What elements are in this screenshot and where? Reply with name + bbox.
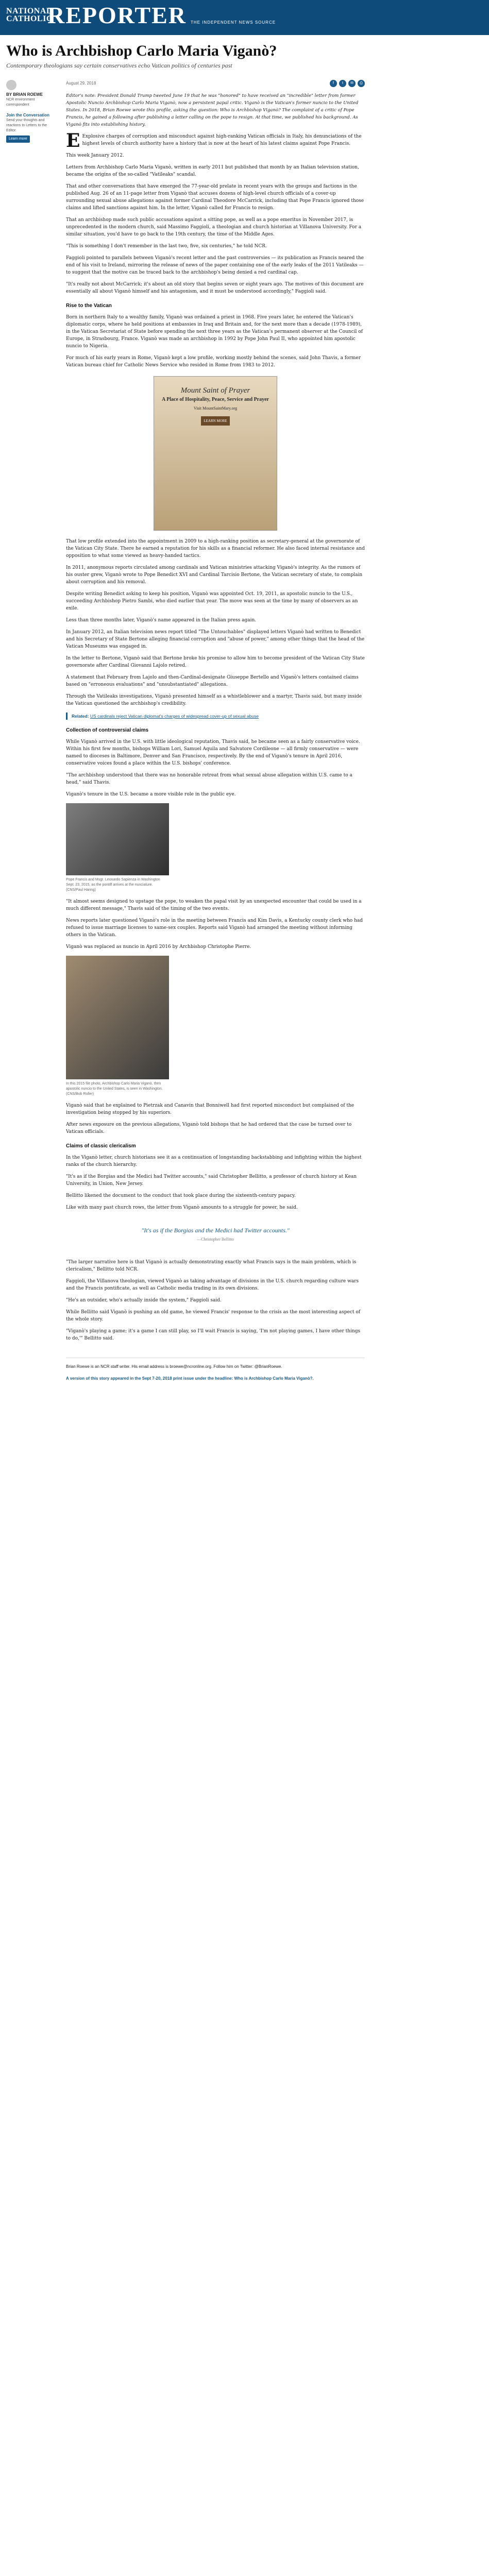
paragraph: Faggioli pointed to parallels between Viganò's recent letter and the past controversies — its publication as Francis neared the end of his visit to Ireland, mirroring the release of news of the paper containing one of the early leaks of the 2011 Vatileaks — to suggest that the motive can be traced back to the archbishop's being denied a red cardinal cap. <box>66 256 364 275</box>
paragraph: A statement that February from Lajolo and then-Cardinal-designate Giuseppe Bertello and Viganò's letters contained claims based on "erroneous evaluations" and "unsubstantiated" allegations. <box>66 675 359 687</box>
meta-row <box>66 80 365 87</box>
related-text[interactable]: US cardinals reject Vatican diplomat's charges of widespread cover-up of sexual abuse <box>90 714 259 719</box>
related-label: Related: <box>72 714 89 719</box>
ad-url: Visit MountSaintMary.org <box>193 406 238 411</box>
article-dek: Contemporary theologians say certain conservatives echo Vatican politics of centuries past <box>6 62 232 69</box>
photo <box>66 803 169 875</box>
paragraph: In the Viganò letter, church historians see it as a continuation of longstanding backstabbing and infighting within the highest ranks of the church hierarchy. <box>66 1155 362 1167</box>
paragraph: Letters from Archbishop Carlo Maria Viganò, written in early 2011 but published that month by an Italian television station, became the origins of the so-called "Vatileaks" scandal. <box>66 165 359 177</box>
author-bio: NCR environment correspondent <box>6 98 35 107</box>
article-header <box>0 35 489 74</box>
paragraph: For much of his early years in Rome, Viganò kept a low profile, working mostly behind the scenes, said John Thavis, a former Vatican bureau chief for Catholic News Service who resided in Rome from 1983 to 2012. <box>66 355 361 368</box>
paragraph: Bellitto likened the document to the conduct that took place during the sixteenth-century papacy. <box>66 1193 296 1198</box>
paragraph: Less than three months later, Viganò's name appeared in the Italian press again. <box>66 618 257 623</box>
photo-block <box>66 956 365 1097</box>
paragraph: "The larger narrative here is that Viganò is actually demonstrating exactly what Francis says is the main problem, which is clericalism," Bellitto told NCR. <box>66 1260 357 1272</box>
section-heading: Claims of classic clericalism <box>66 1143 136 1149</box>
paragraph: While Viganò arrived in the U.S. with little ideological reputation, Thavis said, he became seen as a fairly conservative voice. Within his first few months, bishops William Lori, Samuel Aquila and Salvatore Cordileone — all firmly conservative — were named to dioceses in Baltimore, Denver and San Francisco, respectively. By the end of Viganò's tenure in April 2016, conservative voices found a place within the U.S. bishops' conference. <box>66 739 360 766</box>
related-link[interactable] <box>66 713 365 720</box>
paragraph: "The archbishop understood that there was no honorable retreat from what sexual abuse allegation within U.S. came to a head," said Thavis. <box>66 773 352 785</box>
paragraph: After news exposure on the previous allegations, Viganò told bishops that he had ordered that the case be turned over to Vatican officials. <box>66 1122 352 1134</box>
article-layout <box>0 74 489 1393</box>
paragraph: Despite writing Benedict asking to keep his position, Viganò was appointed Oct. 19, 2011, as apostolic nuncio to the U.S., succeeding Archbishop Pietro Sambi, who died earlier that year. The move was seen at the time by many of observers as an exile. <box>66 591 358 611</box>
paragraph: Viganò said that he explained to Pietrzak and Canavin that Bonniwell had first reported misconduct but complained of the investigation being stopped by his superiors. <box>66 1103 355 1115</box>
newsletter-title: Join the Conversation <box>6 113 50 117</box>
paragraph: In January 2012, an Italian television news report titled "The Untouchables" displayed letters Viganò had written to Benedict and his Secretary of State Bertone alleging financial corruption and "abuse of power," among other things that the head of the Vatican Museums was engaged in. <box>66 630 365 649</box>
paragraph: Born in northern Italy to a wealthy family, Viganò was ordained a priest in 1968. Five years later, he entered the Vatican's diplomatic corps, where he held positions at embassies in Iraq and Britain and, for the next more than a decade (1978-1989), in the Vatican Secretariat of State before spending the next three years as the Vatican's permanent observer at the Council of Europe, in Strasbourg, France. Viganò was made an archbishop in 1992 by Pope John Paul II, who appointed him apostolic nuncio to Nigeria. <box>66 315 363 349</box>
print-icon[interactable]: ⎙ <box>358 80 365 87</box>
paragraph: While Bellitto said Viganò is pushing an old game, he viewed Francis' response to the crisis as the most interesting aspect of the whole story. <box>66 1310 361 1322</box>
ad-subtitle: A Place of Hospitality, Peace, Service and Prayer <box>161 397 269 402</box>
pull-quote <box>66 1227 365 1243</box>
paragraph: "It's really not about McCarrick; it's about an old story that begins seven or eight years ago. The motives of this document are essentially all about Viganò himself and his antagonism, and it must be understood accordingly," Faggioli said. <box>66 282 364 294</box>
paragraph: In the letter to Bertone, Viganò said that Bertone broke his promise to allow him to become president of the Vatican City State governorate after Cardinal Giovanni Lajolo retired. <box>66 656 365 668</box>
facebook-icon[interactable]: f <box>330 80 337 87</box>
masthead <box>0 0 489 30</box>
newsletter-text: Send your thoughts and reactions to Letters to the Editor. <box>6 118 47 132</box>
paragraph: Viganò was replaced as nuncio in April 2016 by Archbishop Christophe Pierre. <box>66 944 251 950</box>
article-headline: Who is Archbishop Carlo Maria Viganò? <box>6 42 277 59</box>
paragraph: "Viganò's playing a game; it's a game I can still play, so I'll wait Francis is saying, 'I'm not playing games, I have other things to do,'" Bellitto said. <box>66 1329 361 1341</box>
pull-quote-text: "It's as if the Borgias and the Medici had Twitter accounts." <box>141 1227 290 1234</box>
article-footer <box>66 1358 365 1382</box>
author-footer-bio: Brian Roewe is an NCR staff writer. His email address is broewe@ncronline.org. Follow him on Twitter: @BrianRoewe. <box>66 1364 282 1369</box>
paragraph: News reports later questioned Viganò's role in the meeting between Francis and Kim Davis, a Kentucky county clerk who had refused to issue marriage licenses to same-sex couples. Reports said Viganò had arranged the meeting without informing others in the Vatican. <box>66 918 363 938</box>
photo-caption: In this 2015 file photo, Archbishop Carlo Maria Viganò, then apostolic nuncio to the United States, is seen in Washington. (CNS/Bob Roller) <box>66 1082 163 1096</box>
paragraph: Through the Vatileaks investigations, Viganò presented himself as a whistleblower and a martyr, Thavis said, but many inside the Vatican questioned the archbishop's credibility. <box>66 694 362 706</box>
paragraph: "It's as if the Borgias and the Medici had Twitter accounts," said Christopher Bellitto, a professor of church history at Kean University, in Union, New Jersey. <box>66 1174 357 1187</box>
section-heading: Collection of controversial claims <box>66 727 149 733</box>
article-body <box>66 80 365 1387</box>
paragraph: That and other conversations that have emerged the 77-year-old prelate in recent years with the groups and factions in the published Aug. 26 of an 11-page letter from Viganò that accuses dozens of high-level church officials of a cover-up surrounding sexual abuse allegations against former Cardinal Theodore McCarrick, including that Pope Francis ignored those claims and lifted sanctions against him. In the letter, Viganò called for Francis to resign. <box>66 184 364 211</box>
photo-caption: Pope Francis and Msgr. Leonardo Sapienza in Washington Sept. 23, 2015, as the pontiff arrives at the nunciature. (CNS/Paul Haring) <box>66 878 160 892</box>
ad-title: Mount Saint of Prayer <box>180 386 250 395</box>
pull-quote-attribution: —Christopher Bellitto <box>197 1237 234 1242</box>
paragraph: Faggioli, the Villanova theologian, viewed Viganò as taking advantage of divisions in the U.S. church regarding culture wars and the Francis pontificate, as well as Catholic media trading in its own divisions. <box>66 1279 359 1291</box>
paragraph: Like with many past church rows, the letter from Viganò amounts to a struggle for power, he said. <box>66 1205 298 1210</box>
paragraph: This week January 2012. <box>66 153 124 158</box>
paragraph: "He's an outsider, who's actually inside the system," Faggioli said. <box>66 1298 222 1303</box>
brand-main[interactable]: REPORTER <box>47 2 187 28</box>
paragraph: Viganò's tenure in the U.S. became a more visible role in the public eye. <box>66 792 236 797</box>
brand-left[interactable]: NATIONAL CATHOLIC <box>6 7 53 23</box>
editor-note: Editor's note: President Donald Trump tweeted June 19 that he was "honored" to have received an "incredible" letter from former Apostolic Nuncio Archbishop Carlo Maria Viganò, now a persistent papal critic. Viganò is the Vatican's former nuncio to the United States. In 2018, Brian Roewe wrote this profile, asking the question: Who is Archbishop Viganò? The complaint of a critic of Pope Francis, he gained a following after publishing a letter calling on the pope to resign. At that time, we published his background. As Viganò fits into establishing history. <box>66 93 359 127</box>
brand-tagline: THE INDEPENDENT NEWS SOURCE <box>190 20 276 25</box>
author-sidebar <box>6 80 58 1387</box>
nav-bar <box>0 30 489 35</box>
paragraph: That an archbishop made such public accusations against a sitting pope, as well as a pope emeritus in November 2017, is unprecedented in the modern church, said Massimo Faggioli, a theologian and church historian at Villanova University. For a similar situation, you'd have to go back to the 19th century, the time of the Middle Ages. <box>66 217 362 237</box>
avatar <box>6 80 16 90</box>
paragraph: E Explosive charges of corruption and misconduct against high-ranking Vatican officials in Italy, his denunciations of the highest levels of church authority have a history that is now at the heart of his latest claims against Pope Francis. <box>66 130 362 151</box>
email-icon[interactable]: ✉ <box>348 80 356 87</box>
article-date: August 29, 2018 <box>66 81 96 86</box>
share-bar <box>330 80 365 87</box>
ad-button[interactable]: LEARN MORE <box>201 416 229 426</box>
photo-block <box>66 803 365 893</box>
learn-more-button[interactable]: Learn more <box>6 135 30 143</box>
paragraph: In 2011, anonymous reports circulated among cardinals and Vatican ministries attacking Viganò's integrity. As the rumors of his ouster grew, Viganò wrote to Pope Benedict XVI and Cardinal Tarcisio Bertone, the Vatican secretary of state, to complain about corruption and his removal. <box>66 565 363 585</box>
twitter-icon[interactable]: t <box>339 80 346 87</box>
paragraph: "It almost seems designed to upstage the pope, to weaken the papal visit by an unexpected encounter that could be used in a much different message," Thavis said of the timing of the two events. <box>66 899 362 911</box>
section-heading: Rise to the Vatican <box>66 303 112 309</box>
photo <box>66 956 169 1079</box>
byline[interactable]: BY BRIAN ROEWE <box>6 92 43 97</box>
paragraph: That low profile extended into the appointment in 2009 to a high-ranking position as secretary-general at the governorate of the Vatican City State. There he earned a reputation for his skills as a financial reformer. He also faced internal resistance and opposition to what some viewed as heavy-handed tactics. <box>66 539 365 558</box>
paragraph: "This is something I don't remember in the last two, five, six centuries," he told NCR. <box>66 244 267 249</box>
advertisement[interactable] <box>154 376 277 531</box>
print-note: A version of this story appeared in the Sept 7-20, 2018 print issue under the headline: Who is Archbishop Carlo Maria Viganò?. <box>66 1376 314 1381</box>
dropcap: E <box>66 130 80 151</box>
